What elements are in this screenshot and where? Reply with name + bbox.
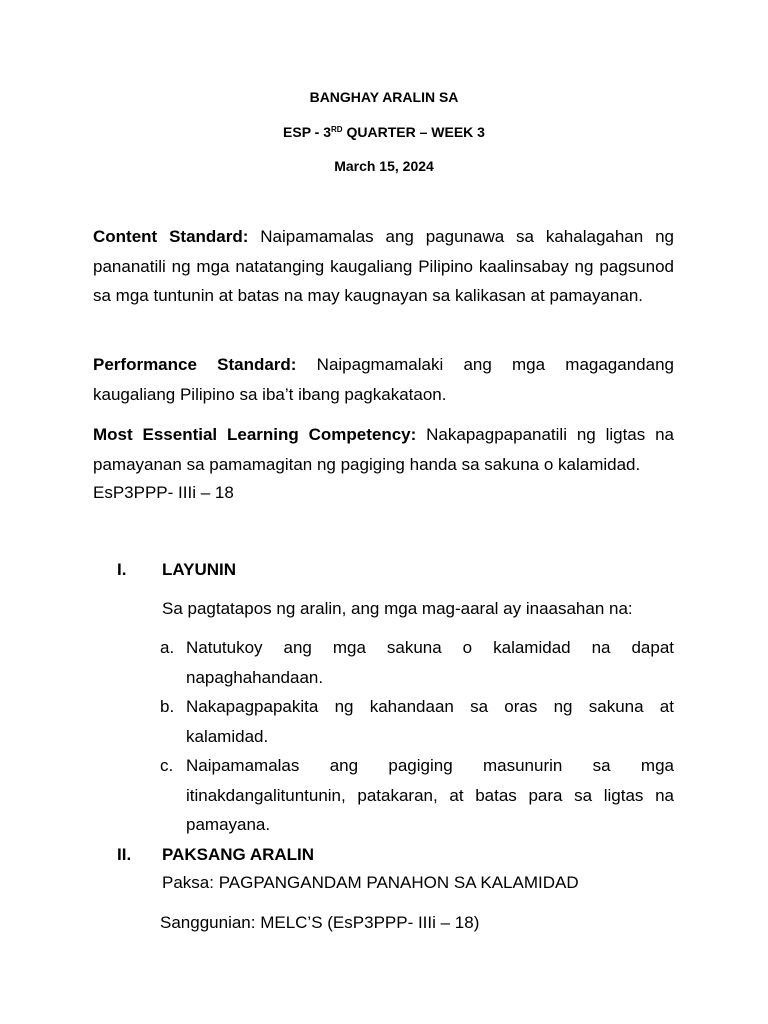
objective-item-b: [160, 692, 674, 751]
subject-quarter-week: [0, 124, 768, 140]
performance-standard-text: Naipagmamalaki ang mga magagandang kaugaliang Pilipino sa iba’t ibang pagkakataon.: [93, 355, 674, 404]
section-2-number: II.: [117, 845, 132, 864]
subject-prefix: ESP - 3: [283, 124, 332, 140]
objective-letter: b.: [160, 697, 175, 716]
performance-standard-label: Performance Standard:: [93, 355, 297, 374]
competency-code: EsP3PPP- IIIi – 18: [93, 483, 234, 502]
topic-line: Paksa: PAGPANGANDAM PANAHON SA KALAMIDAD: [162, 873, 579, 892]
section-2-title: PAKSANG ARALIN: [162, 845, 315, 864]
objective-letter: a.: [160, 638, 175, 657]
objective-item-a: [160, 633, 674, 692]
learning-competency-text: Nakapagpapanatili ng ligtas na pamayanan sa pamamagitan ng pagiging handa sa sakuna o kalamidad.: [93, 425, 675, 474]
objective-text: Nakapagpapakita ng kahandaan sa oras ng sakuna at kalamidad.: [186, 697, 674, 746]
learning-competency: [93, 420, 674, 479]
learning-competency-label: Most Essential Learning Competency:: [93, 425, 417, 444]
section-1-number: I.: [117, 560, 127, 579]
quarter-week-text: QUARTER – WEEK 3: [342, 124, 485, 140]
objectives-intro: Sa pagtatapos ng aralin, ang mga mag-aaral ay inaasahan na:: [162, 599, 633, 618]
objective-text: Natutukoy ang mga sakuna o kalamidad na dapat napaghahandaan.: [186, 638, 674, 687]
lesson-date: March 15, 2024: [334, 158, 434, 174]
ordinal-superscript: RD: [331, 125, 343, 134]
section-1-title: LAYUNIN: [162, 560, 236, 579]
lesson-plan-title: BANGHAY ARALIN SA: [309, 89, 459, 105]
content-standard: [93, 222, 674, 311]
reference-line: Sanggunian: MELC’S (EsP3PPP- IIIi – 18): [160, 913, 480, 932]
objective-text: Naipamamalas ang pagiging masunurin sa mga itinakdangalituntunin, patakaran, at batas para sa ligtas na pamayana.: [186, 756, 674, 834]
content-standard-label: Content Standard:: [93, 227, 249, 246]
content-standard-text: Naipamamalas ang pagunawa sa kahalagahan ng pananatili ng mga natatanging kaugaliang Pilipino kaalinsabay ng pagsunod sa mga tuntunin at batas na may kaugnayan sa kalikasan at pamayanan.: [93, 227, 674, 305]
objective-item-c: [160, 751, 674, 840]
performance-standard: [93, 350, 674, 409]
objective-letter: c.: [160, 756, 174, 775]
